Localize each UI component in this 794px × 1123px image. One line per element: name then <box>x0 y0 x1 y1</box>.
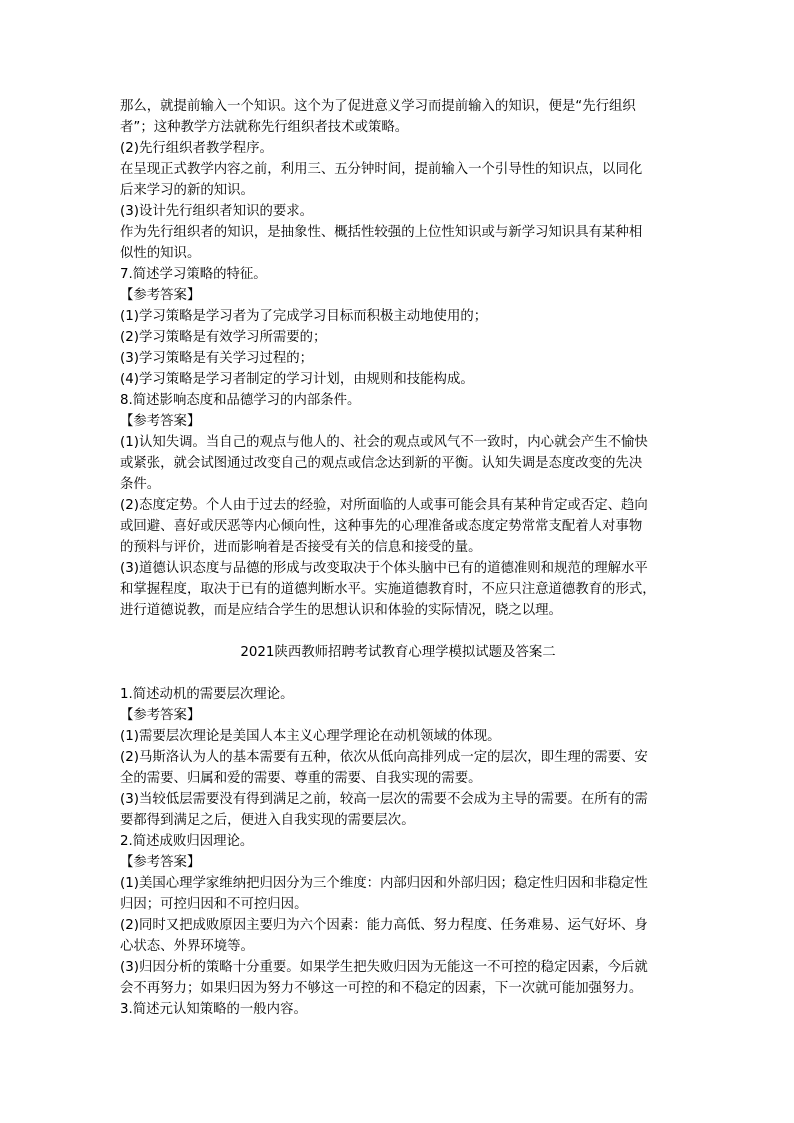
text-line: 会不再努力；如果归因为努力不够这一可控的和不稳定的因素，下一次就可能加强努力。 <box>120 981 643 996</box>
text-line: 【参考答案】 <box>120 855 201 870</box>
text-line: 和掌握程度，取决于已有的道德判断水平。实施道德教育时，不应只注意道德教育的形式， <box>120 582 656 597</box>
text-line: 心状态、外界环境等。 <box>120 939 254 954</box>
text-line: 进行道德说教，而是应结合学生的思想认识和体验的实际情况，晓之以理。 <box>120 603 562 618</box>
text-line: 要都得到满足之后，便进入自我实现的需要层次。 <box>120 813 415 828</box>
text-line: 1.简述动机的需要层次理论。 <box>120 687 294 702</box>
text-line: 归因；可控归因和不可控归因。 <box>120 897 308 912</box>
text-line: (1)需要层次理论是美国人本主义心理学理论在动机领域的体现。 <box>120 729 501 744</box>
text-line: 在呈现正式教学内容之前，利用三、五分钟时间，提前输入一个引导性的知识点，以同化 <box>120 162 643 177</box>
text-line: 8.简述影响态度和品德学习的内部条件。 <box>120 393 361 408</box>
text-line: 全的需要、归属和爱的需要、尊重的需要、自我实现的需要。 <box>120 771 482 786</box>
text-line: (2)先行组织者教学程序。 <box>120 141 273 156</box>
section-one-text <box>120 96 676 621</box>
text-line: (3)道德认识态度与品德的形成与改变取决于个体头脑中已有的道德准则和规范的理解水平 <box>120 561 648 576</box>
text-line: (2)同时又把成败原因主要归为六个因素：能力高低、努力程度、任务难易、运气好坏、身 <box>120 918 648 933</box>
text-line: 的预料与评价，进而影响着是否接受有关的信息和接受的量。 <box>120 540 482 555</box>
text-line: 【参考答案】 <box>120 708 201 723</box>
text-line: 似性的知识。 <box>120 246 201 261</box>
text-line: 2.简述成败归因理论。 <box>120 834 254 849</box>
text-line: 【参考答案】 <box>120 288 201 303</box>
text-line: (1)认知失调。当自己的观点与他人的、社会的观点或风气不一致时，内心就会产生不愉快 <box>120 435 648 450</box>
text-line: 条件。 <box>120 477 161 492</box>
text-line: (3)当较低层需要没有得到满足之前，较高一层次的需要不会成为主导的需要。在所有的需 <box>120 792 648 807</box>
section-heading: 2021陕西教师招聘考试教育心理学模拟试题及答案二 <box>240 645 556 660</box>
section-two-text <box>120 684 676 1020</box>
text-line: (1)学习策略是学习者为了完成学习目标而积极主动地使用的； <box>120 309 488 324</box>
text-line: 或紧张，就会试图通过改变自己的观点或信念达到新的平衡。认知失调是态度改变的先决 <box>120 456 643 471</box>
text-line: (3)设计先行组织者知识的要求。 <box>120 204 314 219</box>
text-line: (4)学习策略是学习者制定的学习计划，由规则和技能构成。 <box>120 372 474 387</box>
text-line: (2)马斯洛认为人的基本需要有五种，依次从低向高排列成一定的层次，即生理的需要、安 <box>120 750 648 765</box>
text-line: (3)学习策略是有关学习过程的； <box>120 351 314 366</box>
document-page <box>120 96 676 1020</box>
text-line: 那么，就提前输入一个知识。这个为了促进意义学习而提前输入的知识，便是“先行组织 <box>120 99 636 114</box>
text-line: 3.简述元认知策略的一般内容。 <box>120 1002 307 1017</box>
text-line: 【参考答案】 <box>120 414 201 429</box>
text-line: 7.简述学习策略的特征。 <box>120 267 267 282</box>
text-line: 者”；这种教学方法就称先行组织者技术或策略。 <box>120 120 409 135</box>
text-line: 后来学习的新的知识。 <box>120 183 254 198</box>
text-line: (2)态度定势。个人由于过去的经验，对所面临的人或事可能会具有某种肯定或否定、趋向 <box>120 498 648 513</box>
text-line: 作为先行组织者的知识，是抽象性、概括性较强的上位性知识或与新学习知识具有某种相 <box>120 225 643 240</box>
text-line: (3)归因分析的策略十分重要。如果学生把失败归因为无能这一不可控的稳定因素，今后就 <box>120 960 648 975</box>
text-line: (1)美国心理学家维纳把归因分为三个维度：内部归因和外部归因；稳定性归因和非稳定性 <box>120 876 648 891</box>
text-line: (2)学习策略是有效学习所需要的； <box>120 330 327 345</box>
text-line: 或回避、喜好或厌恶等内心倾向性，这种事先的心理准备或态度定势常常支配着人对事物 <box>120 519 643 534</box>
